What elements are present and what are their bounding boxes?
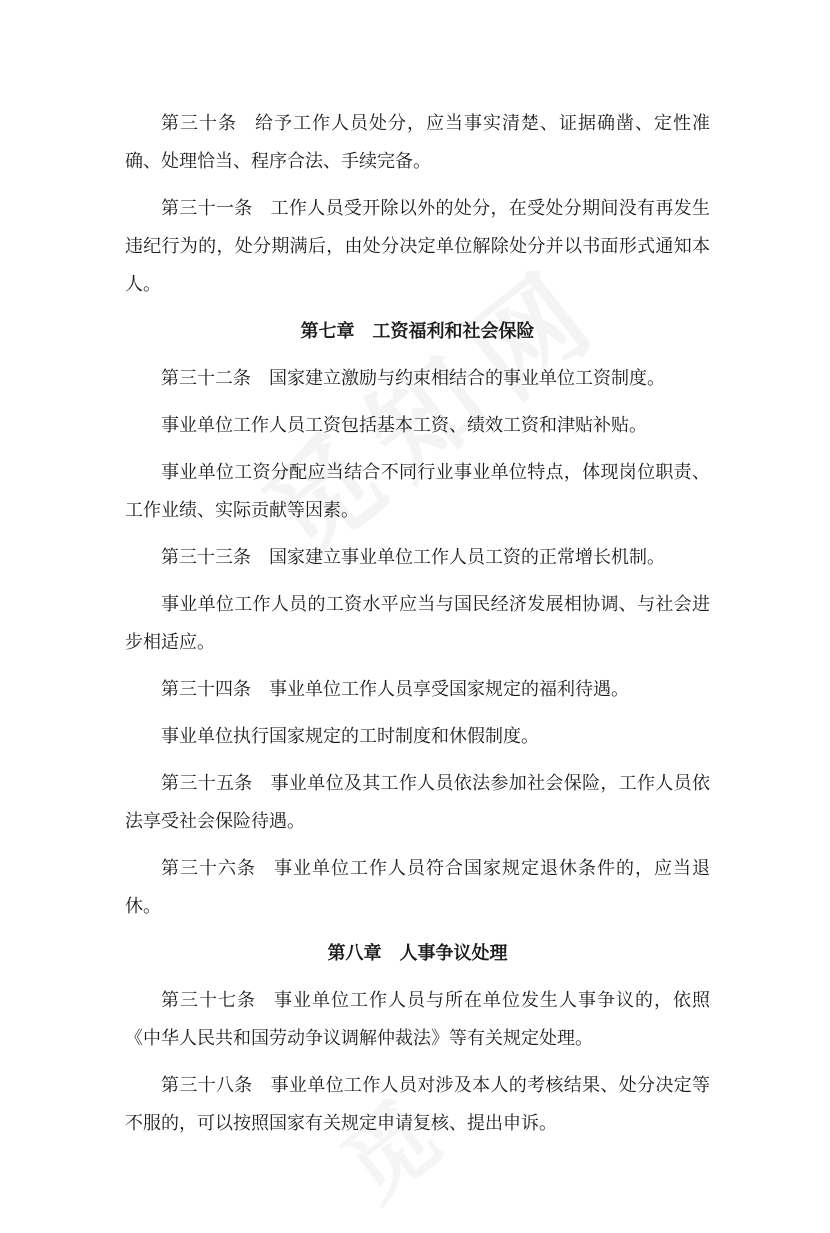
article-38 (125, 1067, 710, 1152)
article-number: 第三十二条 (161, 368, 251, 389)
article-text: 国家建立激励与约束相结合的事业单位工资制度。 (269, 368, 665, 389)
article-text: 国家建立事业单位工作人员工资的正常增长机制。 (269, 547, 665, 568)
chapter-number: 第八章 (327, 943, 382, 964)
article-32 (125, 360, 710, 407)
article-text: 给予工作人员处分，应当事实清楚、证据确凿、定性准确、处理恰当、程序合法、手续完备。 (125, 113, 710, 172)
article-number: 第三十三条 (161, 547, 251, 568)
chapter-title: 人事争议处理 (399, 943, 508, 964)
article-number: 第三十七条 (161, 990, 256, 1011)
chapter-number: 第七章 (300, 321, 355, 342)
article-37 (125, 982, 710, 1067)
article-text: 事业单位工作人员享受国家规定的福利待遇。 (269, 679, 629, 700)
article-number: 第三十五条 (161, 773, 253, 794)
chapter-8-heading (125, 935, 710, 982)
article-number: 第三十四条 (161, 679, 251, 700)
article-34 (125, 671, 710, 718)
chapter-7-heading (125, 313, 710, 360)
paragraph: 事业单位工作人员工资包括基本工资、绩效工资和津贴补贴。 (161, 415, 647, 436)
document-body (125, 105, 710, 1152)
chapter-title: 工资福利和社会保险 (372, 321, 535, 342)
article-31 (125, 190, 710, 313)
article-text: 工作人员受开除以外的处分，在受处分期间没有再发生违纪行为的，处分期满后，由处分决定单位解除处分并以书面形式通知本人。 (125, 198, 710, 295)
article-33 (125, 539, 710, 586)
article-30 (125, 105, 710, 190)
article-number: 第三十八条 (161, 1075, 253, 1096)
article-text: 事业单位及其工作人员依法参加社会保险，工作人员依法享受社会保险待遇。 (125, 773, 710, 832)
article-36 (125, 850, 710, 935)
paragraph: 事业单位工作人员的工资水平应当与国民经济发展相协调、与社会进步相适应。 (125, 594, 710, 653)
article-number: 第三十一条 (161, 198, 253, 219)
article-35 (125, 765, 710, 850)
article-number: 第三十条 (161, 113, 237, 134)
article-text: 事业单位工作人员对涉及本人的考核结果、处分决定等不服的，可以按照国家有关规定申请复核、提出申诉。 (125, 1075, 710, 1134)
paragraph: 事业单位执行国家规定的工时制度和休假制度。 (161, 726, 539, 747)
paragraph: 事业单位工资分配应当结合不同行业事业单位特点，体现岗位职责、工作业绩、实际贡献等因素。 (125, 462, 710, 521)
article-number: 第三十六条 (161, 858, 256, 879)
article-text: 事业单位工作人员与所在单位发生人事争议的，依照《中华人民共和国劳动争议调解仲裁法》等有关规定处理。 (125, 990, 710, 1049)
article-text: 事业单位工作人员符合国家规定退休条件的，应当退休。 (125, 858, 710, 917)
